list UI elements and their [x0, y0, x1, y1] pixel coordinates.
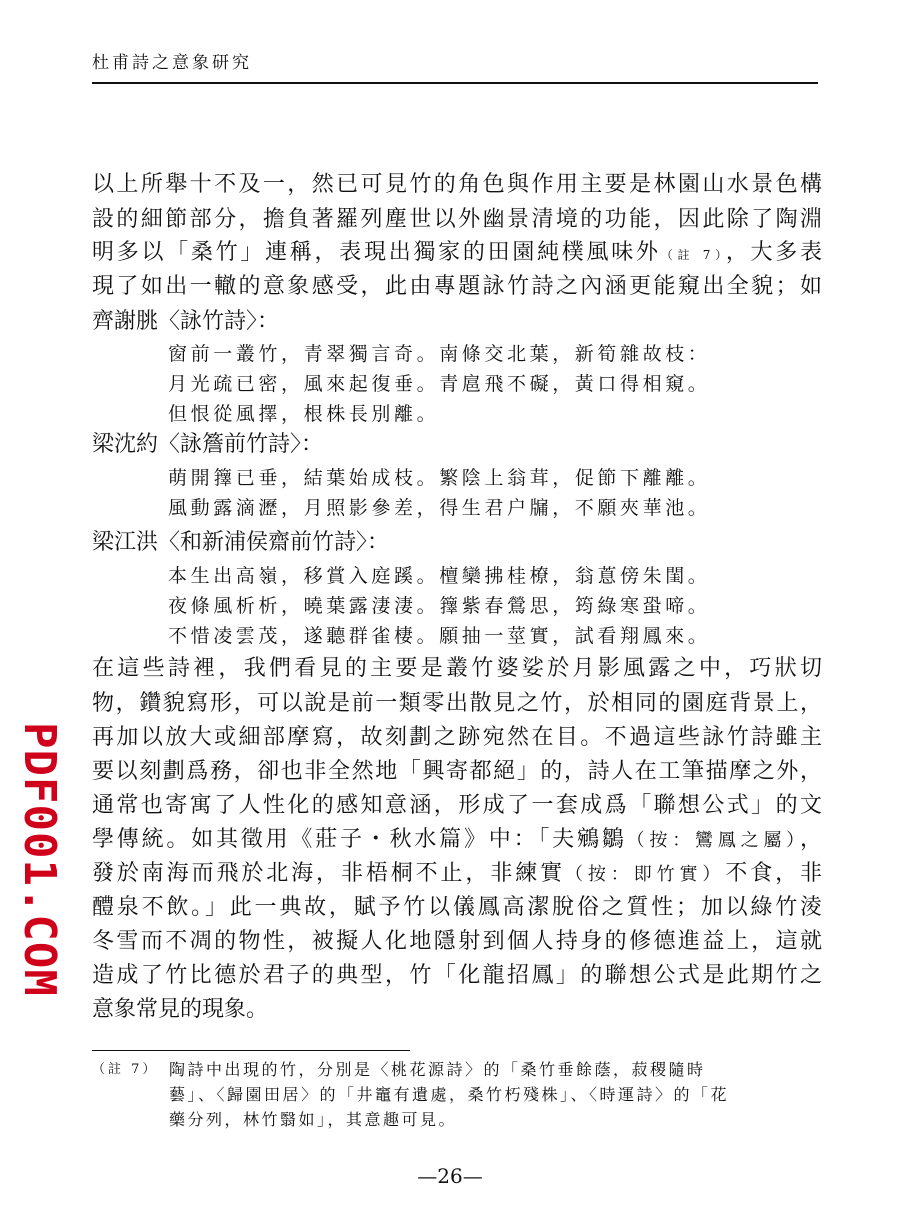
- p2-line7-gloss: （按：即竹實）: [565, 864, 726, 885]
- footnote-label: （註 7）: [92, 1062, 159, 1077]
- poem-3-line-2: 夜條風析析，曉葉露淒淒。籜紫春鶯思，筠綠寒蛩啼。: [168, 595, 711, 617]
- footnote-rule: [92, 1050, 410, 1051]
- p1-line3-text-b: ，大多表: [725, 240, 822, 265]
- poem-1-line-3: 但恨從風擇，根株長別離。: [168, 403, 440, 425]
- paragraph-2-line-4: 要以刻劃爲務，卻也非全然地「興寄都絕」的，詩人在工筆描摩之外，: [92, 759, 822, 784]
- poem-2-intro: 梁沈約〈詠簷前竹詩〉：: [92, 432, 324, 457]
- page-number: —26—: [417, 1164, 483, 1188]
- footnote-line-3: 藥分列，林竹翳如」，其意趣可見。: [169, 1110, 458, 1129]
- p1-line3-text-a: 明多以「桑竹」連稱，表現出獨家的田園純樸風味外: [92, 240, 661, 265]
- footnote-line-2: 藝」、〈歸園田居〉的「井竈有遺處，桑竹朽殘株」、〈時運詩〉的「花: [169, 1085, 730, 1104]
- paragraph-2-line-11: 意象常見的現象。: [92, 997, 269, 1022]
- poem-2-line-1: 萌開籜已垂，結葉始成枝。繁陰上翁茸，促節下離離。: [168, 467, 711, 489]
- paragraph-2-line-3: 再加以放大或細部摩寫，故刻劃之跡宛然在目。不過這些詠竹詩雖主: [92, 725, 822, 750]
- paragraph-1-line-3: [92, 238, 822, 270]
- footnote-ref-7[interactable]: （註 7）: [660, 248, 726, 262]
- paragraph-2-line-7: [92, 859, 822, 890]
- p2-line6-gloss: （按：鸞鳳之屬）: [626, 830, 800, 851]
- poem-3-line-1: 本生出高嶺，移賞入庭蹊。檀欒拂桂橑，翁蒠傍朱閨。: [168, 565, 711, 587]
- paragraph-2-line-8: 醴泉不飲。」此一典故，賦予竹以儀鳳高潔脫俗之質性；加以綠竹淩: [92, 895, 822, 920]
- poem-1-line-1: 窗前一叢竹，青翠獨言奇。南條交北葉，新筍雜故枝：: [168, 343, 711, 365]
- paragraph-1-line-1: 以上所舉十不及一，然已可見竹的角色與作用主要是林園山水景色構: [92, 172, 822, 197]
- p2-line6-text-b: ，: [800, 827, 823, 852]
- poem-1-line-2: 月光疏已密，風來起復垂。青扈飛不礙，黃口得相窺。: [168, 373, 711, 395]
- p2-line7-text-b: 不食，非: [725, 861, 822, 886]
- paragraph-1-line-5: 齊謝朓〈詠竹詩〉：: [92, 309, 280, 334]
- paragraph-2-line-6: [92, 825, 822, 856]
- footnote-line-1: 陶詩中出現的竹，分別是〈桃花源詩〉的「桑竹垂餘蔭，菽稷隨時: [169, 1060, 706, 1079]
- paragraph-2-line-5: 通常也寄寓了人性化的感知意涵，形成了一套成爲「聯想公式」的文: [92, 793, 822, 818]
- paragraph-1-line-2: 設的細節部分，擔負著羅列塵世以外幽景清境的功能，因此除了陶淵: [92, 207, 822, 232]
- poem-3-line-3: 不惜凌雲茂，遂聽群雀棲。願抽一莖實，試看翔鳳來。: [168, 625, 711, 647]
- running-head: 杜甫詩之意象研究: [92, 53, 252, 73]
- watermark-text: PDF001.COM: [14, 722, 65, 997]
- paragraph-2-line-2: 物，鑽貌寫形，可以說是前一類零出散見之竹，於相同的園庭背景上，: [92, 691, 822, 716]
- paragraph-2-line-10: 造成了竹比德於君子的典型，竹「化龍招鳳」的聯想公式是此期竹之: [92, 963, 822, 988]
- paragraph-1-line-4: 現了如出一轍的意象感受，此由專題詠竹詩之內涵更能窺出全貌；如: [92, 274, 822, 299]
- p2-line7-text-a: 發於南海而飛於北海，非梧桐不止，非練實: [92, 861, 566, 886]
- poem-2-line-2: 風動露滴瀝，月照影參差，得生君户牖，不願夾華池。: [168, 497, 711, 519]
- paragraph-2-line-1: 在這些詩裡，我們看見的主要是叢竹婆娑於月影風露之中，巧狀切: [92, 656, 822, 681]
- poem-3-intro: 梁江洪〈和新浦侯齋前竹詩〉：: [92, 530, 390, 555]
- header-rule: [92, 82, 818, 84]
- paragraph-2-line-9: 冬雪而不凋的物性，被擬人化地隱射到個人持身的修德進益上，這就: [92, 929, 822, 954]
- p2-line6-text-a: 學傳統。如其徵用《莊子・秋水篇》中：「夫鵷鶵: [92, 827, 627, 852]
